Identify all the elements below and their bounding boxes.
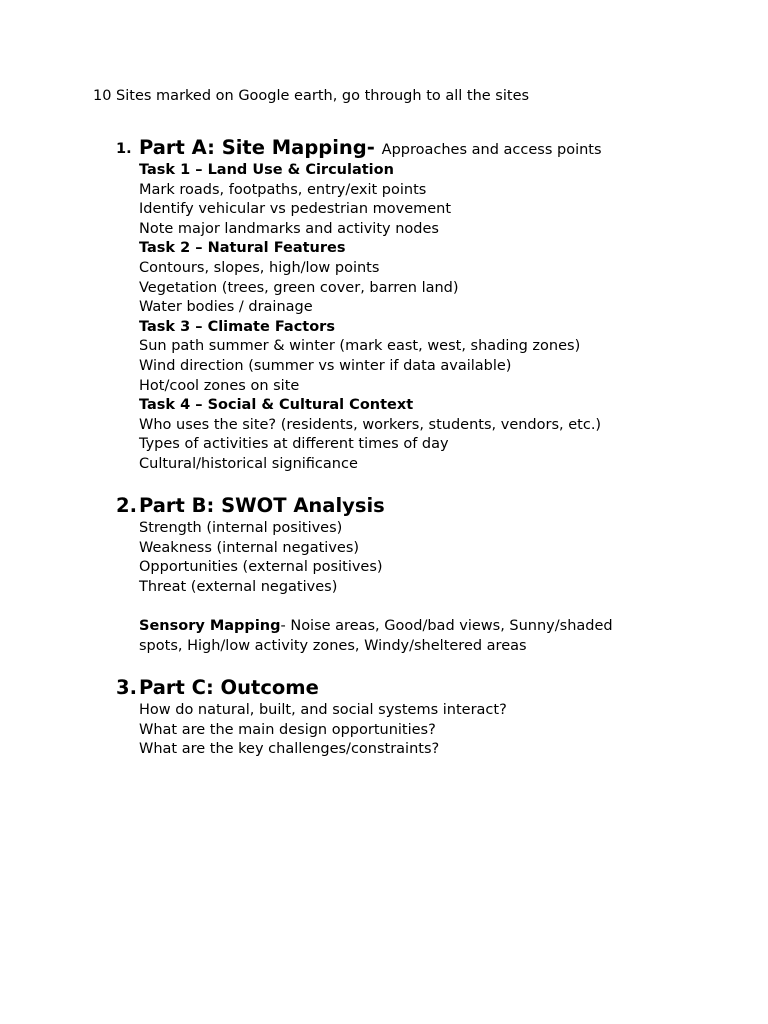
- task-heading: Task 4 – Social & Cultural Context: [139, 397, 414, 414]
- sensory-mapping-label: Sensory Mapping: [139, 617, 281, 634]
- part-a-title: Part A: Site Mapping-: [139, 136, 375, 159]
- intro-text: 10 Sites marked on Google earth, go through to all the sites: [93, 88, 530, 104]
- part-c-section: [116, 677, 736, 760]
- list-item: Opportunities (external positives): [139, 559, 383, 576]
- sensory-mapping-paragraph: [139, 617, 659, 656]
- list-item: Strength (internal positives): [139, 520, 343, 536]
- list-item: Contours, slopes, high/low points: [139, 259, 380, 276]
- list-item: Weakness (internal negatives): [139, 539, 360, 556]
- list-item: Mark roads, footpaths, entry/exit points: [139, 181, 427, 198]
- list-item: Identify vehicular vs pedestrian movement: [139, 201, 452, 218]
- task-heading: Task 3 – Climate Factors: [139, 318, 335, 335]
- part-b-title: Part B: SWOT Analysis: [139, 494, 385, 517]
- list-item: Water bodies / drainage: [139, 299, 313, 316]
- list-item: Note major landmarks and activity nodes: [139, 220, 439, 237]
- part-c-heading: [116, 677, 736, 701]
- list-item: What are the key challenges/constraints?: [139, 741, 440, 758]
- list-item: Wind direction (summer vs winter if data available): [139, 357, 512, 374]
- part-c-number: 3.: [116, 676, 137, 699]
- part-a-number: 1.: [116, 141, 132, 157]
- part-a-heading: [116, 137, 736, 161]
- list-item: Hot/cool zones on site: [139, 377, 300, 394]
- part-b-section: [116, 495, 736, 656]
- task-heading: Task 1 – Land Use & Circulation: [139, 162, 394, 178]
- part-c-lines: [139, 701, 759, 760]
- list-item: Who uses the site? (residents, workers, students, vendors, etc.): [139, 416, 602, 433]
- list-item: Types of activities at different times of day: [139, 436, 449, 453]
- list-item: How do natural, built, and social systems interact?: [139, 702, 507, 718]
- list-item: Cultural/historical significance: [139, 455, 358, 472]
- part-b-number: 2.: [116, 494, 137, 517]
- part-a-subtitle: Approaches and access points: [381, 142, 602, 158]
- list-item: Sun path summer & winter (mark east, west, shading zones): [139, 338, 581, 355]
- part-b-lines: [139, 519, 759, 656]
- list-item: Threat (external negatives): [139, 578, 338, 595]
- sensory-mapping-text: - Noise areas, Good/bad views, Sunny/shaded spots, High/low activity zones, Windy/sheltered areas: [139, 617, 613, 654]
- list-item: What are the main design opportunities?: [139, 721, 436, 738]
- part-a-section: [116, 137, 736, 475]
- list-item: Vegetation (trees, green cover, barren land): [139, 279, 459, 296]
- part-b-heading: [116, 495, 736, 519]
- part-a-lines: [139, 161, 759, 475]
- task-heading: Task 2 – Natural Features: [139, 240, 346, 257]
- part-c-title: Part C: Outcome: [139, 676, 319, 699]
